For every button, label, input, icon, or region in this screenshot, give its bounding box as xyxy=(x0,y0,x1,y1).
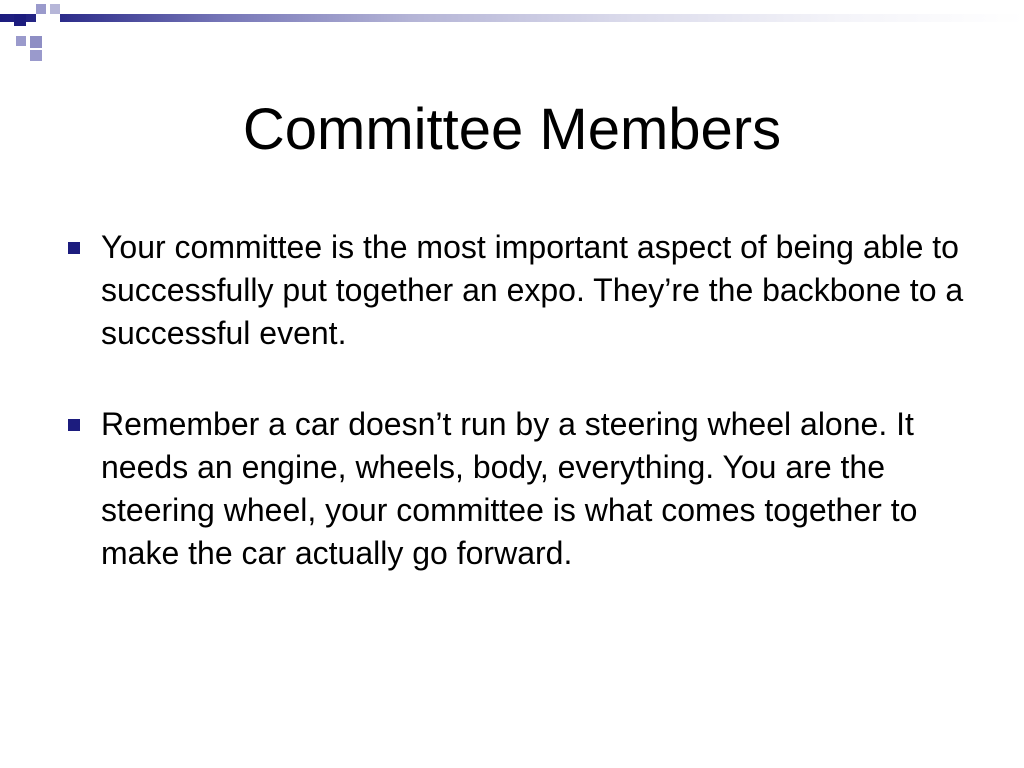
corner-square-white xyxy=(36,14,60,23)
slide-title: Committee Members xyxy=(242,97,782,162)
corner-square-light xyxy=(30,50,42,61)
square-bullet-icon xyxy=(68,419,80,431)
corner-square-light xyxy=(50,4,60,14)
corner-square-light xyxy=(36,4,46,14)
square-bullet-icon xyxy=(68,242,80,254)
corner-square-light xyxy=(16,36,26,46)
corner-square-dark xyxy=(14,14,26,26)
header-gradient-bar xyxy=(0,14,1024,22)
bullet-list xyxy=(64,226,994,623)
bullet-item xyxy=(64,226,994,355)
bullet-item xyxy=(64,403,994,575)
bullet-text: Remember a car doesn’t run by a steering wheel alone. It needs an engine, wheels, body, everything. You are the steering wheel, your committee is what comes together to make the car actually go forward. xyxy=(101,406,918,571)
corner-square-light xyxy=(30,36,42,48)
bullet-text: Your committee is the most important aspect of being able to successfully put together an expo. They’re the backbone to a successful event. xyxy=(101,229,964,351)
